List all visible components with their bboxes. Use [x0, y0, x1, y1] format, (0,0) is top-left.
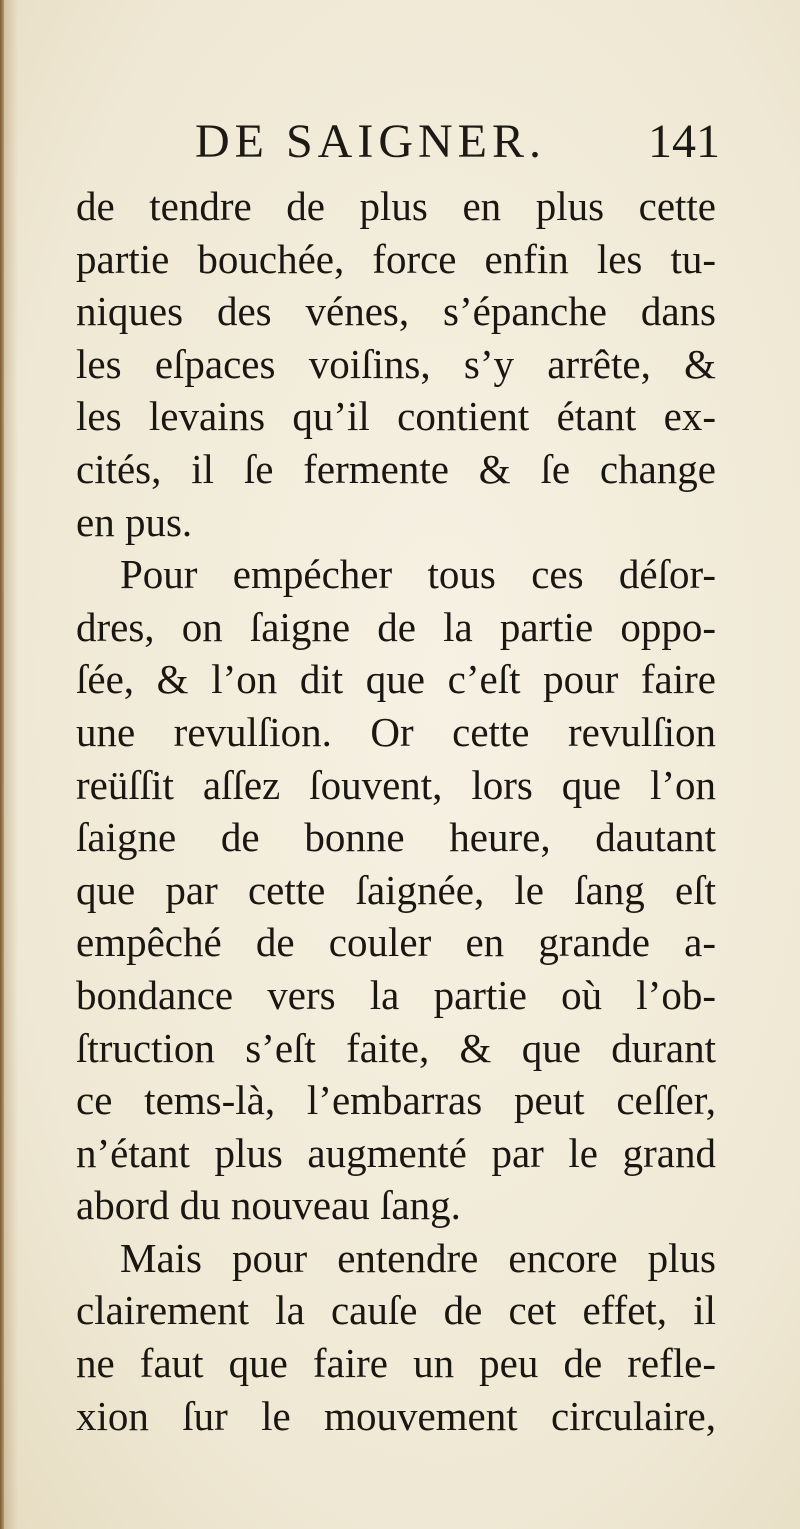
paragraph-start-line: Pour empécher tous ces déſor-: [120, 551, 716, 598]
text-line: niques des vénes, s’épanche dans: [76, 288, 716, 335]
running-head: [195, 112, 720, 172]
text-line: de tendre de plus en plus cette: [76, 183, 716, 229]
text-line: les eſpaces voiſins, s’y arrête, &: [76, 340, 716, 387]
text-line: ſtruction s’eſt faite, & que durant: [76, 1024, 716, 1071]
text-line: reüſſit aſſez ſouvent, lors que l’on: [76, 761, 716, 808]
text-line: dres, on ſaigne de la partie oppo-: [76, 603, 716, 650]
text-line: ſaigne de bonne heure, dautant: [76, 814, 716, 861]
text-line: bondance vers la partie où l’ob-: [76, 971, 716, 1018]
text-line: une revulſion. Or cette revulſion: [76, 708, 716, 755]
text-line: abord du nouveau ſang.: [76, 1182, 461, 1229]
paragraph-start-line: Mais pour entendre encore plus: [120, 1234, 716, 1281]
text-line: empêché de couler en grande a-: [76, 919, 716, 966]
text-line: en pus.: [76, 498, 193, 545]
running-head-title: DE SAIGNER.: [195, 115, 546, 168]
text-line: xion ſur le mouvement circulaire,: [76, 1392, 716, 1439]
text-line: ne faut que faire un peu de refle-: [76, 1340, 716, 1387]
text-line: partie bouchée, force enfin les tu-: [76, 235, 716, 282]
text-line: que par cette ſaignée, le ſang eſt: [76, 866, 716, 913]
text-line: les levains qu’il contient étant ex-: [76, 393, 716, 440]
text-line: ce tems-là, l’embarras peut ceſſer,: [76, 1077, 716, 1124]
text-line: cités, il ſe fermente & ſe change: [76, 445, 716, 492]
body-text: [76, 180, 716, 1442]
text-line: n’étant plus augmenté par le grand: [76, 1129, 716, 1176]
text-line: ſée, & l’on dit que c’eſt pour faire: [76, 656, 716, 703]
page-gutter-shadow: [4, 0, 18, 1529]
text-line: clairement la cauſe de cet effet, il: [76, 1287, 716, 1334]
page-number: 141: [648, 115, 720, 168]
